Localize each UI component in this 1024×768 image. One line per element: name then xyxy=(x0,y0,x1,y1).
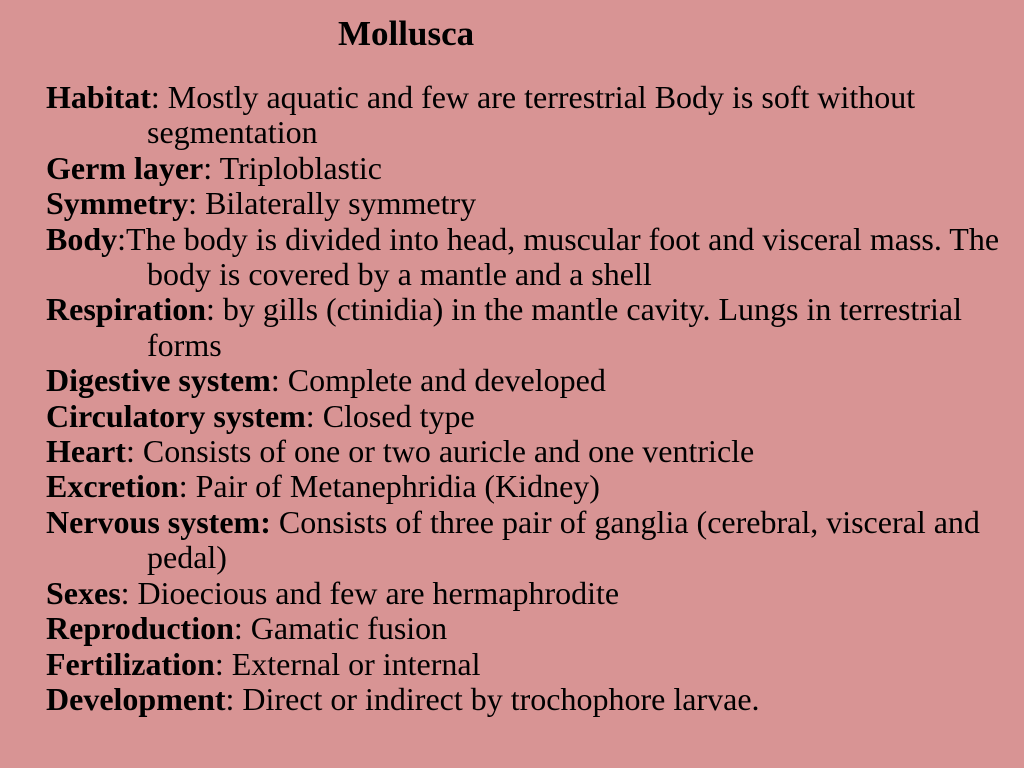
entry-separator: : xyxy=(214,645,232,682)
entry-separator: : xyxy=(178,468,196,505)
entry-germ-layer xyxy=(46,151,1006,186)
entry-text: Direct or indirect by trochophore larvae. xyxy=(242,680,760,717)
entry-term: Nervous system: xyxy=(46,503,271,540)
entry-separator: : xyxy=(233,610,251,647)
entry-term: Habitat xyxy=(46,79,151,115)
entry-separator: : xyxy=(120,574,138,611)
entry-respiration xyxy=(46,292,1006,363)
entry-text: External or internal xyxy=(231,645,481,682)
entry-separator: : xyxy=(270,362,288,399)
entry-text: Triploblastic xyxy=(219,149,382,186)
entry-circulatory-system xyxy=(46,399,1006,434)
entry-separator: : xyxy=(225,680,243,717)
entry-term: Excretion xyxy=(46,468,179,505)
slide-title: Mollusca xyxy=(338,14,475,53)
entry-separator: : xyxy=(150,79,168,115)
entry-term: Body xyxy=(46,220,118,257)
entry-heart xyxy=(46,434,1006,469)
entry-term: Digestive system xyxy=(46,362,271,399)
entry-text: Bilaterally symmetry xyxy=(205,185,477,222)
entry-term: Respiration xyxy=(46,291,206,328)
entry-term: Fertilization xyxy=(46,645,215,682)
entry-text: The body is divided into head, muscular foot and visceral mass. The body is covered by a mantle and a shell xyxy=(126,220,1000,293)
entry-text: Gamatic fusion xyxy=(250,610,448,647)
entry-text: Consists of one or two auricle and one ventricle xyxy=(142,433,755,470)
entry-term: Circulatory system xyxy=(46,397,306,434)
entry-text: Closed type xyxy=(322,397,475,434)
entry-separator: : xyxy=(117,220,127,257)
entry-separator: : xyxy=(125,433,143,470)
entry-nervous-system xyxy=(46,505,1006,576)
entry-separator: : xyxy=(206,291,223,328)
entry-term: Development xyxy=(46,680,226,717)
entry-reproduction xyxy=(46,611,1006,646)
entry-separator: : xyxy=(188,185,206,222)
entry-text: Consists of three pair of ganglia (cerebral, visceral and pedal) xyxy=(147,503,980,576)
entry-sexes xyxy=(46,576,1006,611)
entry-text: Mostly aquatic and few are terrestrial Body is soft without segmentation xyxy=(147,79,916,151)
entry-term: Germ layer xyxy=(46,149,204,186)
entry-text: Complete and developed xyxy=(287,362,606,399)
entry-separator: : xyxy=(203,149,220,186)
entry-symmetry xyxy=(46,186,1006,221)
entry-term: Symmetry xyxy=(46,185,189,222)
entry-text: Dioecious and few are hermaphrodite xyxy=(137,574,620,611)
entry-separator: : xyxy=(305,397,323,434)
entry-separator xyxy=(271,504,279,540)
entry-digestive-system xyxy=(46,363,1006,398)
entry-fertilization xyxy=(46,647,1006,682)
entry-term: Reproduction xyxy=(46,610,234,647)
entry-text: by gills (ctinidia) in the mantle cavity. Lungs in terrestrial forms xyxy=(147,291,962,363)
entry-term: Heart xyxy=(46,433,126,470)
entry-body xyxy=(46,222,1006,293)
entry-development xyxy=(46,682,1006,717)
entry-excretion xyxy=(46,469,1006,504)
characteristics-list xyxy=(46,80,1006,717)
entry-habitat xyxy=(46,80,1006,151)
entry-text: Pair of Metanephridia (Kidney) xyxy=(195,468,600,505)
entry-term: Sexes xyxy=(46,574,121,611)
